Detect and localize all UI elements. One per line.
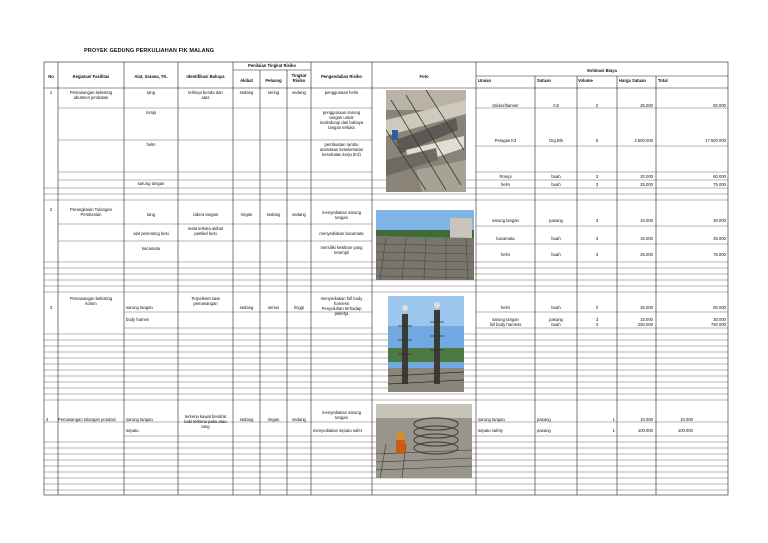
pengendalian-cell: memiliki kesiliran yang terampil: [320, 245, 363, 255]
pengendalian-cell: menyediakan full body harness Penyuluhan terhadap pekerja: [320, 296, 363, 316]
volume-cell: 2: [595, 305, 599, 310]
volume-cell: 2: [595, 103, 599, 108]
total-cell: 75.000: [713, 182, 726, 187]
tingkat-cell: sedang: [292, 90, 306, 95]
alat-cell: helm: [146, 142, 156, 147]
pengendalian-cell: penggunaan helm: [324, 90, 359, 95]
header-uraian: Uraian: [478, 78, 492, 83]
total-cell: 17.500.000: [705, 138, 726, 143]
alat-cell: kacamata: [141, 246, 161, 251]
alat-cell: sarung tangan: [126, 417, 153, 422]
uraian-cell: Rompi: [499, 174, 512, 179]
satuan-cell: pasang: [537, 417, 551, 422]
volume-cell: 3: [595, 218, 599, 223]
volume-cell: 5: [595, 138, 599, 143]
kegiatan-cell: Pemasangan bekisting kolom: [69, 296, 113, 306]
bahaya-cell: cidera tangan: [192, 212, 219, 217]
uraian-cell: helm: [500, 252, 511, 257]
peluang-cell: ringan: [267, 417, 280, 422]
alat-cell: sarung tangan: [126, 305, 153, 310]
photo-bekisting-kolom: [388, 296, 464, 392]
tingkat-cell: sedang: [292, 212, 306, 217]
harga-cell: 3.500.000: [634, 138, 653, 143]
akibat-cell: sedang: [239, 90, 254, 95]
header-no: No: [48, 74, 54, 79]
header-volume: Volume: [578, 78, 593, 83]
uraian-cell: sticker/banner: [492, 103, 519, 108]
header-total: Total: [658, 78, 668, 83]
row-no: 3: [49, 305, 53, 310]
uraian-cell: sarung tangan: [478, 417, 505, 422]
satuan-cell: Org.Bln: [548, 138, 564, 143]
alat-cell: rompi: [145, 110, 157, 115]
volume-cell: 1: [612, 428, 615, 433]
photo-tulangan-pembesian: [376, 210, 474, 280]
satuan-cell: pasang: [537, 428, 551, 433]
satuan-cell: buah: [551, 305, 561, 310]
uraian-cell: sarung tangan: [492, 218, 519, 223]
header-harga: Harga Satuan: [619, 78, 646, 83]
satuan-cell: buah: [551, 174, 561, 179]
total-cell: 30.000: [713, 218, 726, 223]
harga-cell: 15.000: [640, 236, 653, 241]
pengendalian-cell: menyediakan sarung tangan: [322, 410, 361, 420]
bahaya-cell: terlinya benda dari atas: [188, 90, 223, 100]
volume-cell: 1: [612, 417, 615, 422]
satuan-cell: buah: [551, 252, 561, 257]
peluang-cell: sedang: [266, 212, 281, 217]
tingkat-cell: sedang: [292, 417, 306, 422]
akibat-cell: ringan: [240, 212, 253, 217]
harga-cell: 10.000: [640, 417, 653, 422]
peluang-cell: serius: [267, 305, 280, 310]
alat-cell: sarung tangan: [137, 181, 165, 186]
pengendalian-cell: penggunaan sarung tangan untuk melindungi dari bahaya tangan terluka: [319, 110, 364, 130]
row-no: 1: [49, 90, 53, 95]
uraian-cell: kacamata: [496, 236, 515, 241]
satuan-cell: pasang: [549, 218, 563, 223]
alat-cell: tang: [146, 90, 156, 95]
alat-cell: alat pemotong besi: [133, 231, 169, 236]
volume-cell: 3 3: [595, 317, 599, 327]
satuan-cell: buah: [551, 236, 561, 241]
header-pengendalian: Pengendalian Risiko: [321, 74, 362, 79]
pengendalian-cell: menyediakan kacamata: [319, 231, 364, 236]
header-kegiatan: Kegiatan/ Fasilitas: [72, 74, 110, 79]
harga-cell: 10.000 250.000: [637, 317, 653, 327]
row-no: 4: [46, 417, 49, 422]
uraian-cell: Petugas K3: [494, 138, 517, 143]
tingkat-cell: tinggi: [293, 305, 304, 310]
uraian-cell: helm: [500, 182, 511, 187]
harga-cell: 100.000: [637, 428, 653, 433]
document-title: PROYEK GEDUNG PERKULIAHAN FIK MALANG: [84, 48, 215, 54]
header-identifikasi: Identifikasi Bahaya: [186, 74, 225, 79]
header-foto: Foto: [419, 74, 429, 79]
photo-tulangan-pondasi: [376, 404, 472, 478]
header-estimasi: Estimasi Biaya: [587, 68, 617, 73]
kegiatan-cell: Pemasangan tulangan pondasi: [58, 417, 116, 422]
satuan-cell: pasang buah: [549, 317, 563, 327]
volume-cell: 3: [595, 236, 599, 241]
row-no: 2: [49, 207, 53, 212]
volume-cell: 3: [595, 182, 599, 187]
peluang-cell: sering: [267, 90, 280, 95]
pengendalian-cell: menyediakan sepatu safet: [313, 428, 362, 433]
akibat-cell: sedang: [239, 305, 254, 310]
bahaya-cell: Terpeleset saat pemasangan: [191, 296, 220, 306]
harga-cell: 25.000: [640, 252, 653, 257]
header-satuan: Satuan: [537, 78, 551, 83]
pengendalian-cell: menyediakan sarung tangan: [322, 210, 361, 220]
total-cell: 10.000: [680, 417, 693, 422]
harga-cell: 10.000: [640, 218, 653, 223]
header-akibat: Akibat: [240, 78, 253, 83]
harga-cell: 25.000: [640, 103, 653, 108]
alat-cell: body harnes: [126, 317, 150, 322]
uraian-cell: sepatu safety: [478, 428, 503, 433]
harga-cell: 20.000: [640, 174, 653, 179]
header-penilaian: Penilaian Tingkat Risiko: [247, 63, 297, 68]
bahaya-cell: mata terluka akibat partikel besi: [187, 226, 224, 236]
harga-cell: 25.000: [640, 182, 653, 187]
uraian-cell: helm: [500, 305, 511, 310]
total-cell: 60.000: [713, 174, 726, 179]
volume-cell: 3: [595, 174, 599, 179]
total-cell: 100.000: [677, 428, 693, 433]
header-tingkat: Tingkat Risiko: [291, 73, 307, 83]
total-cell: 50.000: [713, 305, 726, 310]
total-cell: 75.000: [713, 252, 726, 257]
total-cell: 50.000: [713, 103, 726, 108]
header-alat: Alat, Sarana, TK.: [134, 74, 168, 79]
total-cell: 45.000: [713, 236, 726, 241]
uraian-cell: sarung tangan full body harness: [489, 317, 522, 327]
alat-cell: tang: [146, 212, 156, 217]
kegiatan-cell: Pemasangan bekisting abutmen jembatan: [69, 90, 113, 100]
header-peluang: Peluang: [265, 78, 282, 83]
photo-bekisting-abutmen: [386, 90, 466, 192]
satuan-cell: buah: [551, 182, 561, 187]
pengendalian-cell: pembuatan rambu utamakan keselamatan kesehatan kerja (K3): [319, 142, 364, 157]
kegiatan-cell: Perangkaian Tulangan Pembesian: [70, 207, 112, 217]
bahaya-cell: terkena kawat bendrat kaki terkena paku atau tang: [184, 414, 227, 429]
total-cell: 30.000 750.000: [710, 317, 726, 327]
satuan-cell: m2: [553, 103, 559, 108]
akibat-cell: sedang: [239, 417, 254, 422]
alat-cell: sepatu: [126, 428, 139, 433]
harga-cell: 25.000: [640, 305, 653, 310]
volume-cell: 3: [595, 252, 599, 257]
